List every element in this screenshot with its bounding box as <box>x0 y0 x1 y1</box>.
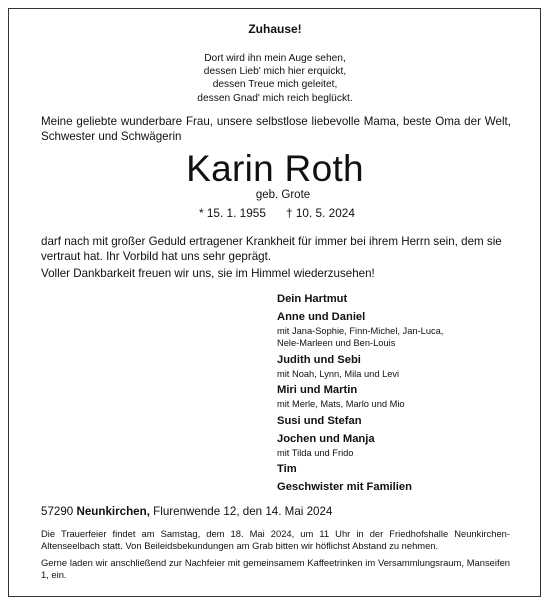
death-date: † 10. 5. 2024 <box>286 206 355 220</box>
postal-code: 57290 <box>41 505 74 518</box>
hope-text: Voller Dankbarkeit freuen wir uns, sie im Himmel wiederzusehen! <box>41 267 375 280</box>
town-name: Neunkirchen, <box>76 505 150 518</box>
poem-line: dessen Lieb' mich hier erquickt, <box>203 66 347 78</box>
funeral-notice: Die Trauerfeier findet am Samstag, dem 18. Mai 2024, um 11 Uhr in der Friedhofshalle Neunkirchen-Altenseelbach statt. Von Beileidsbekundungen am Grab bitten wir höflichst Abstand zu nehmen. <box>41 528 510 552</box>
mourner-children: Nele-Marleen und Ben-Louis <box>277 338 396 349</box>
intro-text: Meine geliebte wunderbare Frau, unsere selbstlose liebevolle Mama, beste Oma der Welt, Schwester und Schwägerin <box>41 115 511 144</box>
mourner-entry <box>277 292 517 307</box>
poem-line: dessen Treue mich geleitet, <box>212 79 338 91</box>
maiden-name: geb. Grote <box>255 189 311 201</box>
mourner-entry <box>277 414 517 429</box>
mourner-name: Susi und Stefan <box>277 414 362 427</box>
mourner-children: mit Tilda und Frido <box>277 447 354 458</box>
mourner-children: mit Merle, Mats, Marlo und Mio <box>277 399 405 410</box>
mourner-name: Miri und Martin <box>277 384 358 397</box>
poem-title: Zuhause! <box>248 22 302 36</box>
mourners-list <box>277 292 517 495</box>
mourner-children: mit Noah, Lynn, Mila und Levi <box>277 368 400 379</box>
mourner-name: Judith und Sebi <box>277 353 361 366</box>
birth-date: * 15. 1. 1955 <box>199 206 266 220</box>
mourner-entry <box>277 462 517 477</box>
mourner-entry <box>277 383 517 410</box>
mourner-entry <box>277 353 517 380</box>
mourner-name: Jochen und Manja <box>277 432 375 445</box>
passing-text: darf nach mit großer Geduld ertragener Krankheit für immer bei ihrem Herrn sein, dem sie vertraut hat. Ihr Vorbild hat uns sehr geprägt. <box>41 235 502 264</box>
mourner-entry <box>277 480 517 495</box>
mourner-name: Dein Hartmut <box>277 293 348 305</box>
mourner-name: Anne und Daniel <box>277 311 366 323</box>
mourner-entry <box>277 310 517 350</box>
poem-line: dessen Gnad' mich reich beglückt. <box>197 92 353 104</box>
mourner-name: Tim <box>277 463 297 476</box>
address-and-date: Flurenwende 12, den 14. Mai 2024 <box>153 505 333 518</box>
mourner-name: Geschwister mit Familien <box>277 481 412 494</box>
place-and-date <box>41 505 332 518</box>
poem-line: Dort wird ihn mein Auge sehen, <box>204 53 346 64</box>
reception-notice: Gerne laden wir anschließend zur Nachfeier mit gemeinsamem Kaffeetrinken im Versammlungsraum, Manseifen 1, ein. <box>41 557 510 581</box>
mourner-entry <box>277 432 517 459</box>
deceased-name: Karin Roth <box>186 148 364 189</box>
mourner-children: mit Jana-Sophie, Finn-Michel, Jan-Luca, <box>277 326 444 336</box>
